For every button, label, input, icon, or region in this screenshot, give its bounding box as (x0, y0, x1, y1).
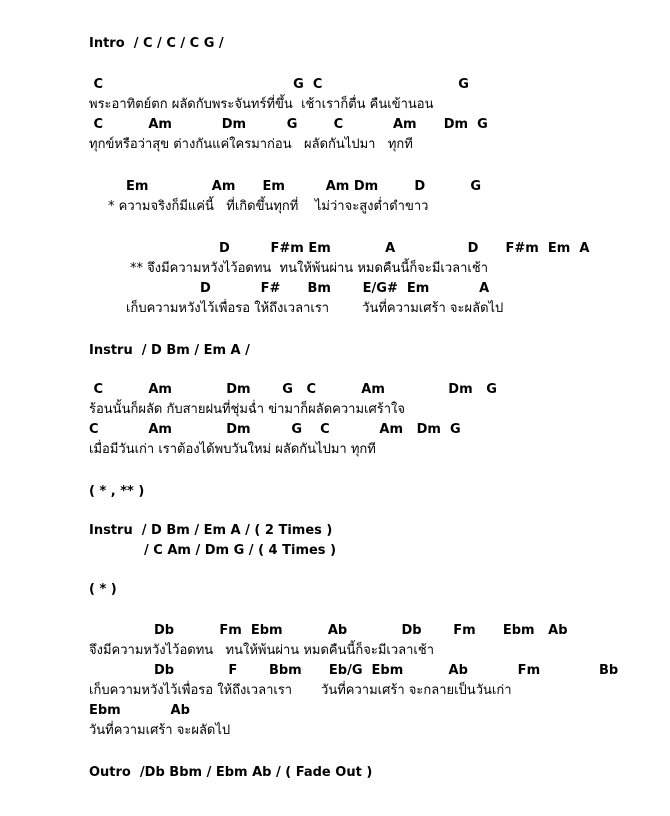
chorus2-lyric-2: เก็บความหวังไว้เพื่อรอ ให้ถึงเวลาเรา วันที่ความเศร้า จะกลายเป็นวันเก่า (89, 683, 512, 698)
verse2-chords-1: C Am Dm G C Am Dm G (89, 382, 497, 397)
chorus2-chords-1: Db Fm Ebm Ab Db Fm Ebm Ab (154, 623, 568, 638)
chorus1-chords-2: D F# Bm E/G# Em A (200, 281, 490, 296)
verse1-lyric-1: พระอาทิตย์ตก ผลัดกับพระจันทร์ที่ขึ้น เช้าเราก็ตื่น คืนเข้านอน (89, 97, 434, 112)
outro-line: Outro /Db Bbm / Ebm Ab / ( Fade Out ) (89, 765, 373, 780)
chorus2-chords-3: Ebm Ab (89, 703, 190, 718)
pre-chorus-lyric: * ความจริงก็มีแค่นี้ ที่เกิดขึ้นทุกที่ ไม่ว่าจะสูงต่ำดำขาว (108, 199, 429, 214)
verse1-chords-2: C Am Dm G C Am Dm G (89, 117, 488, 132)
instrumental-line-3: / C Am / Dm G / ( 4 Times ) (144, 543, 337, 558)
chorus1-chords-1: D F#m Em A D F#m Em A (219, 241, 590, 256)
pre-chorus-chords: Em Am Em Am Dm D G (126, 179, 482, 194)
chorus2-lyric-3: วันที่ความเศร้า จะผลัดไป (89, 723, 231, 738)
instrumental-line-2: Instru / D Bm / Em A / ( 2 Times ) (89, 523, 333, 538)
chorus2-chords-2: Db F Bbm Eb/G Ebm Ab Fm Bb (154, 663, 619, 678)
verse2-lyric-2: เมื่อมีวันเก่า เราต้องได้พบวันใหม่ ผลัดกันไปมา ทุกที (89, 442, 376, 457)
verse1-lyric-2: ทุกข์หรือว่าสุข ต่างกันแค่ใครมาก่อน ผลัดกันไปมา ทุกที (89, 137, 413, 152)
chorus2-lyric-1: จึงมีความหวังไว้อดทน ทนให้พ้นผ่าน หมดคืนนี้ก็จะมีเวลาเช้า (89, 643, 434, 658)
verse2-chords-2: C Am Dm G C Am Dm G (89, 422, 461, 437)
chorus1-lyric-1: ** จึงมีความหวังไว้อดทน ทนให้พ้นผ่าน หมดคืนนี้ก็จะมีเวลาเช้า (130, 261, 488, 276)
verse2-lyric-1: ร้อนนั้นก็ผลัด กับสายฝนที่ชุ่มฉ่ำ ข่ามาก็ผลัดความเศร้าใจ (89, 402, 405, 417)
repeat-marker-1: ( * , ** ) (89, 484, 145, 499)
chorus1-lyric-2: เก็บความหวังไว้เพื่อรอ ให้ถึงเวลาเรา วันที่ความเศร้า จะผลัดไป (126, 301, 504, 316)
verse1-chords-1: C G C G (89, 77, 469, 92)
repeat-marker-2: ( * ) (89, 582, 117, 597)
intro-line: Intro / C / C / C G / (89, 36, 224, 51)
instrumental-line-1: Instru / D Bm / Em A / (89, 343, 250, 358)
